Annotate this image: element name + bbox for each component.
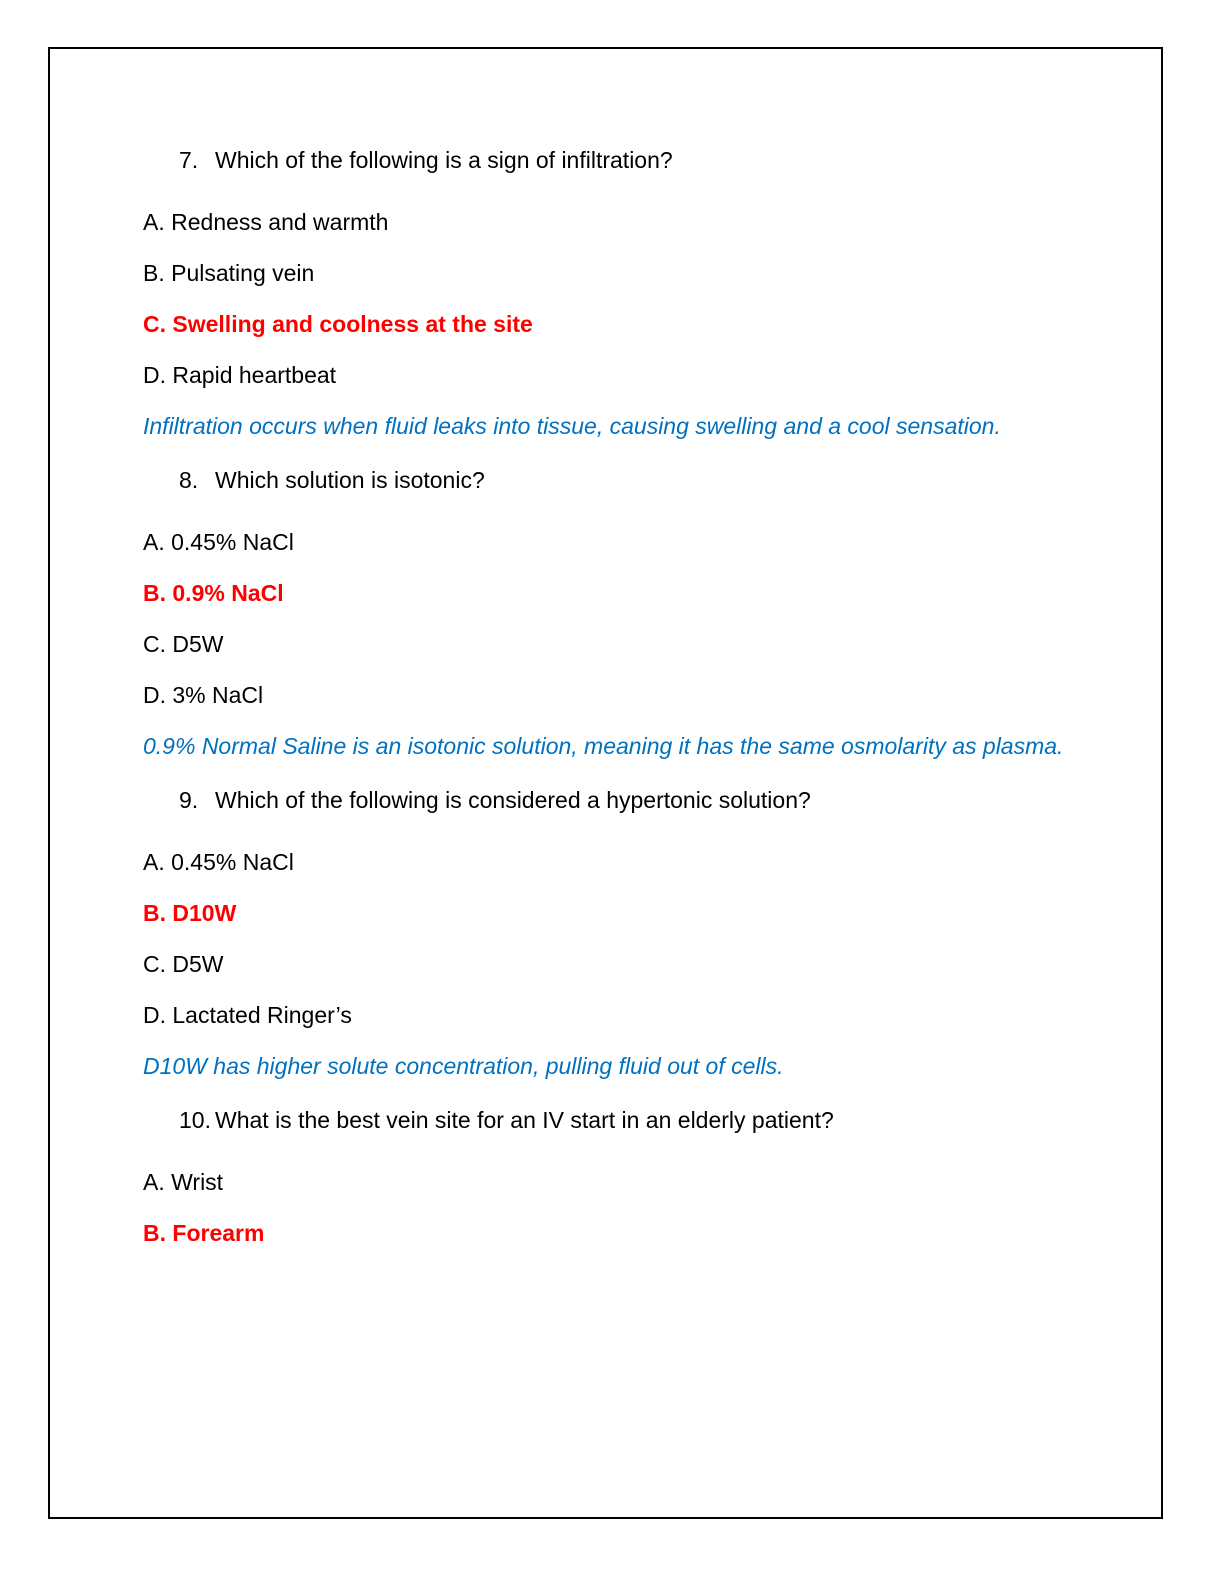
option-a: A. Redness and warmth (143, 209, 389, 235)
explanation: 0.9% Normal Saline is an isotonic solution, meaning it has the same osmolarity as plasma. (143, 733, 1064, 759)
question-list (143, 140, 1083, 1259)
question-8 (143, 460, 1083, 500)
option-a: A. 0.45% NaCl (143, 849, 294, 875)
option-b: B. D10W (143, 900, 237, 926)
option-b: B. Forearm (143, 1220, 265, 1246)
explanation: D10W has higher solute concentration, pulling fluid out of cells. (143, 1053, 784, 1079)
question-number: 7. (179, 147, 199, 173)
option-b: B. Pulsating vein (143, 260, 315, 286)
question-number: 10. (179, 1107, 211, 1133)
question-text: Which of the following is a sign of infiltration? (215, 147, 673, 173)
option-c: C. D5W (143, 631, 224, 657)
question-number: 9. (179, 787, 199, 813)
option-c: C. Swelling and coolness at the site (143, 311, 533, 337)
option-c: C. D5W (143, 951, 224, 977)
question-7 (143, 140, 1083, 180)
question-number: 8. (179, 467, 199, 493)
option-d: D. Lactated Ringer’s (143, 1002, 352, 1028)
option-b: B. 0.9% NaCl (143, 580, 284, 606)
option-d: D. 3% NaCl (143, 682, 264, 708)
option-d: D. Rapid heartbeat (143, 362, 337, 388)
option-a: A. Wrist (143, 1169, 224, 1195)
question-text: Which solution is isotonic? (215, 467, 485, 493)
question-text: Which of the following is considered a hypertonic solution? (215, 787, 811, 813)
option-a: A. 0.45% NaCl (143, 529, 294, 555)
explanation: Infiltration occurs when fluid leaks into tissue, causing swelling and a cool sensation. (143, 413, 1001, 439)
question-9 (143, 780, 1083, 820)
question-10 (143, 1100, 1083, 1140)
question-text: What is the best vein site for an IV start in an elderly patient? (215, 1107, 834, 1133)
